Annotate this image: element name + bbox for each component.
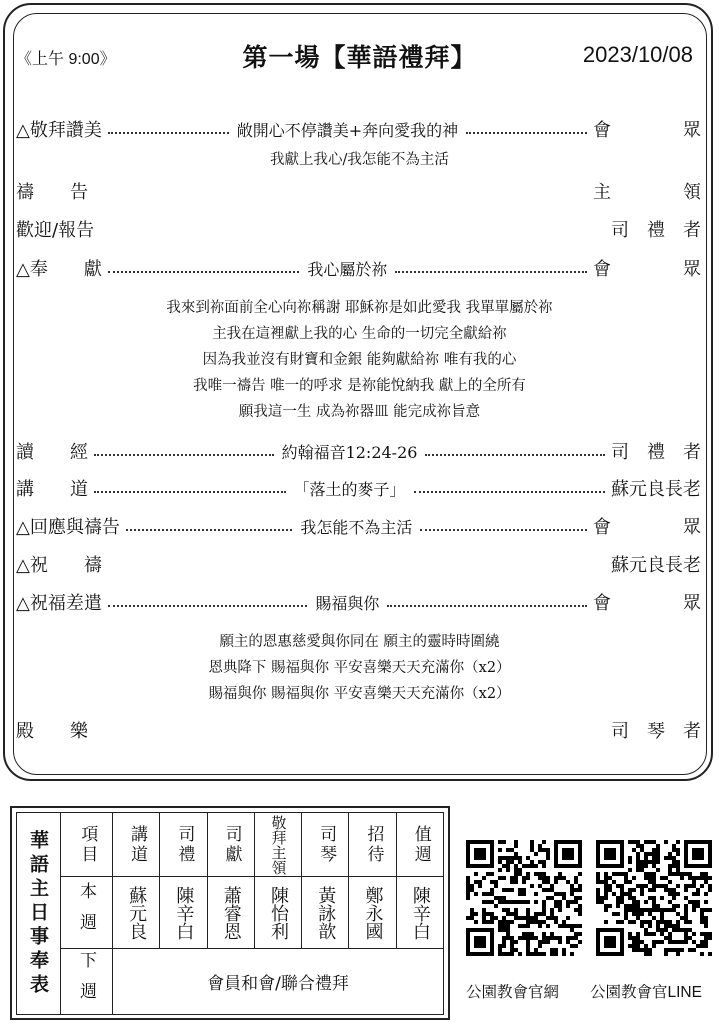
servant-name: 蘇元良 — [126, 885, 148, 940]
lyric-line: 我唯一禱告 唯一的呼求 是祢能悅納我 獻上的全所有 — [193, 378, 526, 394]
page-title: 第一場【華語禮拜】 — [242, 43, 477, 72]
program-detail: 「落土的麥子」 — [293, 479, 406, 499]
next-week-note: 會員和會/聯合禮拜 — [113, 949, 444, 1015]
servant-name: 蕭睿恩 — [220, 885, 242, 940]
program-row-sending — [16, 589, 701, 615]
qr-code-icon[interactable] — [466, 840, 582, 956]
lyric-line: 主我在這裡獻上我的心 生命的一切完全獻給祢 — [212, 326, 507, 342]
servant-name: 陳辛白 — [173, 885, 195, 940]
program-detail: 敞開心不停讚美+奔向愛我的神 — [236, 120, 459, 140]
servant-name: 鄭永國 — [362, 885, 384, 940]
qr-caption-line: 公園教會官LINE — [590, 984, 702, 1001]
this-week-label: 本週 — [76, 881, 96, 944]
role-label: 司獻 — [221, 824, 242, 865]
servant-name: 陳怡利 — [267, 885, 289, 940]
program-detail: 約翰福音12:24-26 — [281, 442, 418, 462]
role-label: 司琴 — [316, 824, 337, 865]
program-detail: 我心屬於祢 — [307, 259, 388, 279]
program-row-reading — [16, 438, 701, 464]
program-row-benediction — [16, 551, 701, 577]
lyric-line: 恩典降下 賜福與你 平安喜樂天天充滿你（x2） — [208, 660, 511, 676]
lyric-line: 我獻上我心/我怎能不為主活 — [270, 152, 449, 168]
item-label: 項目 — [77, 824, 98, 865]
schedule-title-cell — [17, 813, 61, 1015]
lyric-line: 賜福與你 賜福與你 平安喜樂天天充滿你（x2） — [208, 686, 511, 702]
program-leader: 會 眾 — [593, 120, 701, 141]
program-item: △祝 禱 — [16, 555, 102, 576]
program-item: △奉 獻 — [16, 259, 102, 280]
program-leader: 司 禮 者 — [611, 442, 701, 463]
role-label: 敬拜主領 — [269, 814, 288, 875]
program-detail: 我怎能不為主活 — [300, 517, 413, 537]
lyric-line: 因為我並沒有財寶和金銀 能夠獻給祢 唯有我的心 — [202, 352, 517, 368]
program-row-offering — [16, 255, 701, 281]
program-detail: 賜福與你 — [315, 593, 380, 613]
lyric-line: 願我這一生 成為祢器皿 能完成祢旨意 — [238, 404, 481, 420]
program-row-response — [16, 513, 701, 539]
program-leader: 會 眾 — [593, 259, 701, 280]
program-leader: 司 禮 者 — [611, 220, 701, 241]
program-item: 殿 樂 — [16, 721, 88, 742]
role-label: 司禮 — [174, 824, 195, 865]
program-item: 禱 告 — [16, 182, 88, 203]
program-item: △回應與禱告 — [16, 517, 120, 538]
program-row-prayer — [16, 178, 701, 204]
program-item: 歡迎/報告 — [16, 220, 95, 241]
program-item: △敬拜讚美 — [16, 120, 102, 141]
item-label-cell — [61, 813, 113, 877]
program-row-welcome — [16, 216, 701, 242]
service-date: 2023/10/08 — [582, 42, 693, 67]
program-leader: 蘇元良長老 — [611, 555, 701, 576]
program-row-worship — [16, 116, 701, 142]
lyric-line: 我來到祢面前全心向祢稱謝 耶穌祢是如此愛我 我單單屬於祢 — [166, 300, 553, 316]
program-item: 讀 經 — [16, 442, 88, 463]
servant-name: 陳辛白 — [409, 885, 431, 940]
program-leader: 蘇元良長老 — [611, 479, 701, 500]
qr-code-icon[interactable] — [596, 840, 712, 956]
service-schedule — [10, 806, 450, 1020]
role-label: 講道 — [127, 824, 148, 865]
role-label: 值週 — [410, 824, 431, 865]
schedule-table — [16, 812, 444, 1015]
program-item: △祝福差遣 — [16, 593, 102, 614]
service-time: 《上午 9:00》 — [16, 51, 116, 68]
program-leader: 主 領 — [593, 182, 701, 203]
servant-name: 黃詠歆 — [315, 885, 337, 940]
lyric-line: 願主的恩惠慈愛與你同在 願主的靈時時圍繞 — [219, 634, 500, 650]
schedule-title: 華語主日事奉表 — [27, 829, 49, 998]
program-leader: 司 琴 者 — [611, 721, 701, 742]
program-item: 講 道 — [16, 479, 88, 500]
role-label: 招待 — [363, 824, 384, 865]
program-row-sermon — [16, 475, 701, 501]
qr-caption-website: 公園教會官網 — [466, 984, 560, 1001]
next-week-label: 下週 — [76, 950, 96, 1013]
program-leader: 會 眾 — [593, 593, 701, 614]
program-leader: 會 眾 — [593, 517, 701, 538]
program-row-postlude — [16, 717, 701, 743]
